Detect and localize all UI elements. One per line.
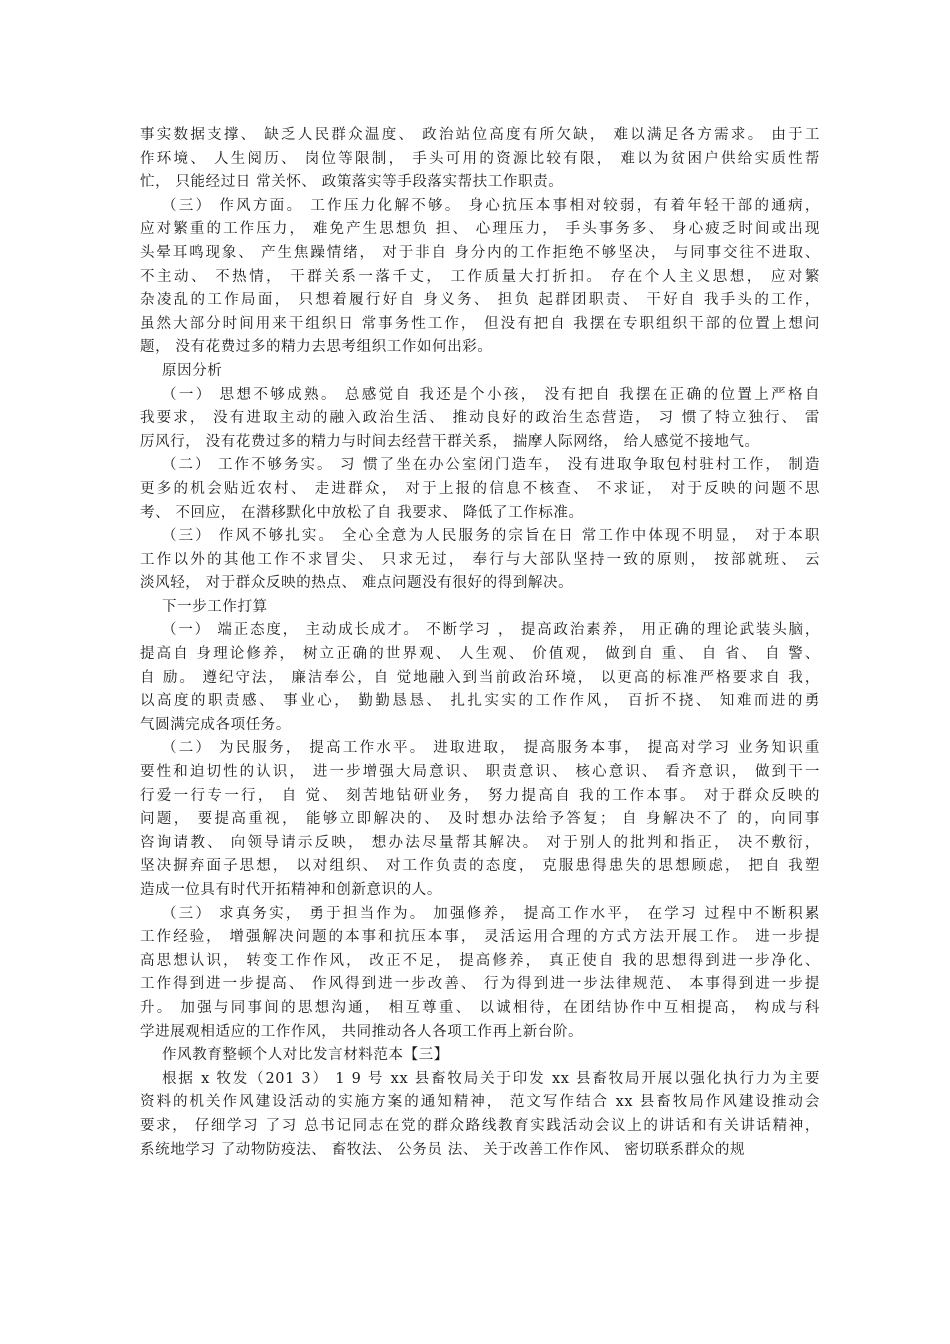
- body-paragraph: [140, 384, 820, 455]
- text-line: 咨询请教、 向领导请示反映， 想办法尽量帮其解决。 对于别人的批判和指正， 决不敷衍，: [140, 834, 820, 851]
- text-line: 作环境、 人生阅历、 岗位等限制， 手头可用的资源比较有限， 难以为贫困户供给实质性帮: [140, 150, 820, 167]
- text-line: 事实数据支撑、 缺乏人民群众温度、 政治站位高度有所欠缺， 难以满足各方需求。 由于工: [140, 127, 820, 143]
- text-line: 更多的机会贴近农村、 走进群众， 对于上报的信息不核查、 不求证， 对于反映的问题不思: [140, 480, 820, 497]
- text-line: 造成一位具有时代开拓精神和创新意识的人。: [140, 882, 442, 898]
- text-line: 虽然大部分时间用来干组织日 常事务性工作， 但没有把自 我摆在专职组织干部的位置上想问: [140, 315, 820, 332]
- text-line: 题， 没有花费过多的精力去思考组织工作如何出彩。: [140, 339, 493, 356]
- text-line: 气圆满完成各项任务。: [140, 716, 291, 733]
- text-line: 原因分析: [162, 362, 223, 379]
- text-line: 问题， 要提高重视， 能够立即解决的、 及时想办法给予答复； 自 身解决不了 的，向同事: [140, 811, 820, 828]
- section-heading: [140, 596, 820, 620]
- section-heading: [140, 360, 820, 384]
- text-line: 自 励。 遵纪守法， 廉洁奉公，自 觉地融入到当前政治环境， 以更高的标准严格要求自 我，: [140, 669, 820, 686]
- text-line: 我要求， 没有进取主动的融入政治生活、 推动良好的政治生态营造， 习 惯了特立独行、 雷: [140, 410, 820, 427]
- body-paragraph: [140, 525, 820, 596]
- text-line: 系统地学习 了动物防疫法、 畜牧法、 公务员 法、 关于改善工作作风、 密切联系群众的规: [140, 1141, 746, 1158]
- text-line: 资料的机关作风建设活动的实施方案的通知精神， 范文写作结合 xx 县畜牧局作风建设推动会: [140, 1094, 820, 1111]
- text-line: 以高度的职责感、 事业心， 勤勤恳恳、 扎扎实实的工作作风， 百折不挠、 知难而进的勇: [140, 693, 820, 710]
- text-line: （三） 求真务实， 勇于担当作为。 加强修养， 提高工作水平， 在学习 过程中不断积累: [162, 905, 820, 922]
- text-line: 头晕耳鸣现象、 产生焦躁情绪， 对于非自 身分内的工作拒绝不够坚决， 与同事交往不进取、: [140, 244, 820, 261]
- text-line: 行爱一行专一行， 自 觉、 刻苦地钻研业务， 努力提高自 我的工作本事。 对于群众反映的: [140, 787, 820, 804]
- document-body: [140, 124, 820, 1162]
- text-line: 升。 加强与同事间的思想沟通， 相互尊重、 以诚相待，在团结协作中互相提高， 构成与科: [140, 999, 820, 1016]
- text-line: 杂凌乱的工作局面， 只想着履行好自 身义务、 担负 起群团职责、 干好自 我手头的工作，: [140, 292, 820, 309]
- text-line: 厉风行， 没有花费过多的精力与时间去经营干群关系， 揣摩人际网络， 给人感觉不接地气。: [140, 433, 760, 450]
- text-line: 要求， 仔细学习 了习 总书记同志在党的群众路线教育实践活动会议上的讲话和有关讲话精神，: [140, 1117, 820, 1134]
- body-paragraph: [140, 903, 820, 1045]
- text-line: 不主动、 不热情， 干群关系一落千丈， 工作质量大打折扣。 存在个人主义思想， 应对繁: [140, 268, 820, 285]
- text-line: 下一步工作打算: [162, 598, 268, 615]
- text-line: 要性和迫切性的认识， 进一步增强大局意识、 职责意识、 核心意识、 看齐意识， 做到干一: [140, 764, 820, 781]
- text-line: 高思想认识， 转变工作作风， 改正不足， 提高修养， 真正使自 我的思想得到进一步净化、: [140, 952, 820, 969]
- body-paragraph: [140, 124, 820, 195]
- body-paragraph: [140, 454, 820, 525]
- text-line: 考、 不回应， 在潜移默化中放松了自 我要求、 降低了工作标准。: [140, 504, 584, 521]
- body-paragraph: [140, 619, 820, 737]
- body-paragraph: [140, 195, 820, 360]
- text-line: 学进展观相适应的工作作风， 共同推动各人各项工作再上新台阶。: [140, 1023, 584, 1040]
- text-line: 工作得到进一步提高、 作风得到进一步改善、 行为得到进一步法律规范、 本事得到进一步提: [140, 976, 820, 993]
- text-line: 坚决摒弃面子思想， 以对组织、 对工作负责的态度， 克服患得患失的思想顾虑， 把自 我塑: [140, 858, 820, 875]
- text-line: 根据 x 牧发（201 3） 1 9 号 xx 县畜牧局关于印发 xx 县畜牧局开展以强化执行力为主要: [162, 1070, 820, 1087]
- text-line: 应对繁重的工作压力， 难免产生思想负 担、 心理压力， 手头事务多、 身心疲乏时间或出现: [140, 221, 820, 238]
- body-paragraph: [140, 737, 820, 902]
- text-line: 工作以外的其他工作不求冒尖、 只求无过， 奉行与大部队坚持一致的原则， 按部就班、 云: [140, 551, 820, 568]
- text-line: （二） 为民服务， 提高工作水平。 进取进取， 提高服务本事， 提高对学习 业务知识重: [162, 740, 820, 757]
- text-line: （三） 作风不够扎实。 全心全意为人民服务的宗旨在日 常工作中体现不明显， 对于本职: [162, 528, 820, 545]
- text-line: 作风教育整顿个人对比发言材料范本【三】: [162, 1047, 449, 1064]
- text-line: 工作经验， 增强解决问题的本事和抗压本事， 灵活运用合理的方式方法开展工作。 进一步提: [140, 929, 820, 946]
- text-line: （三） 作风方面。 工作压力化解不够。 身心抗压本事相对较弱，有着年轻干部的通病，: [162, 197, 820, 214]
- text-line: （二） 工作不够务实。 习 惯了坐在办公室闭门造车， 没有进取争取包村驻村工作， 制造: [162, 457, 820, 474]
- text-line: （一） 思想不够成熟。 总感觉自 我还是个小孩， 没有把自 我摆在正确的位置上严格自: [162, 386, 820, 403]
- text-line: （一） 端正态度， 主动成长成才。 不断学习 ， 提高政治素养， 用正确的理论武装头脑，: [162, 622, 820, 639]
- text-line: 提高自 身理论修养， 树立正确的世界观、 人生观、 价值观， 做到自 重、 自 省、 自 警、: [140, 646, 820, 663]
- text-line: 忙， 只能经过日 常关怀、 政策落实等手段落实帮扶工作职责。: [140, 174, 564, 191]
- section-heading: [140, 1044, 820, 1068]
- text-line: 淡风轻， 对于群众反映的热点、 难点问题没有很好的得到解决。: [140, 575, 574, 592]
- body-paragraph: [140, 1068, 820, 1162]
